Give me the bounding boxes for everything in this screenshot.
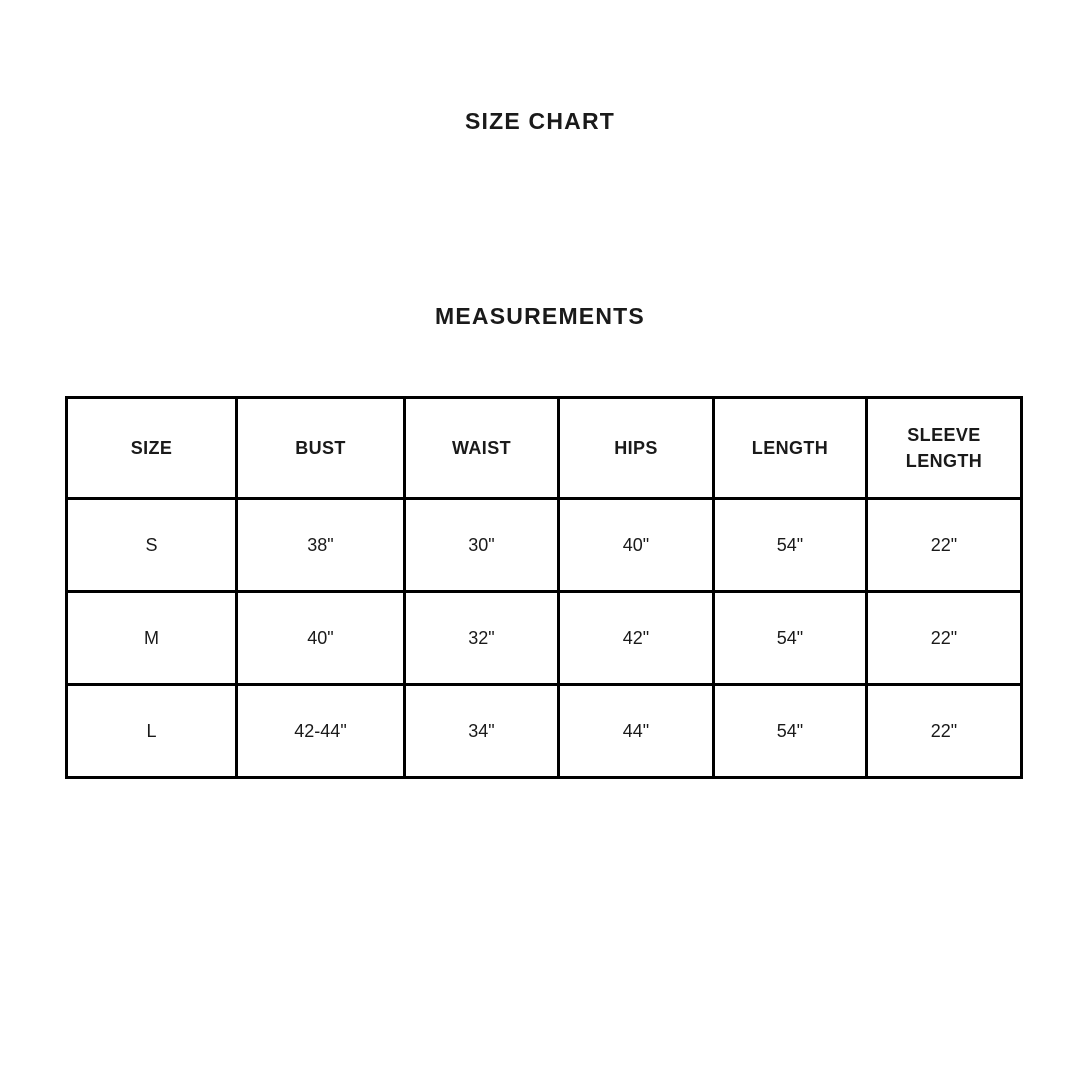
size-chart-table-container — [65, 396, 1020, 779]
cell-waist: 30" — [405, 499, 559, 592]
cell-bust: 40" — [237, 592, 405, 685]
table-row-size-s — [67, 499, 1022, 592]
cell-size: M — [67, 592, 237, 685]
column-header-bust: BUST — [237, 398, 405, 499]
cell-size: S — [67, 499, 237, 592]
table-row-size-l — [67, 685, 1022, 778]
page-title: SIZE CHART — [465, 108, 615, 134]
cell-size: L — [67, 685, 237, 778]
table-header-row — [67, 398, 1022, 499]
table-row-size-m — [67, 592, 1022, 685]
cell-hips: 42" — [559, 592, 714, 685]
cell-length: 54" — [714, 592, 867, 685]
measurements-heading: MEASUREMENTS — [435, 303, 645, 329]
cell-waist: 32" — [405, 592, 559, 685]
cell-hips: 40" — [559, 499, 714, 592]
column-header-hips: HIPS — [559, 398, 714, 499]
cell-bust: 42-44" — [237, 685, 405, 778]
column-header-size: SIZE — [67, 398, 237, 499]
column-header-sleeve-length: SLEEVE LENGTH — [867, 398, 1022, 499]
cell-length: 54" — [714, 499, 867, 592]
cell-bust: 38" — [237, 499, 405, 592]
column-header-length: LENGTH — [714, 398, 867, 499]
cell-waist: 34" — [405, 685, 559, 778]
cell-hips: 44" — [559, 685, 714, 778]
cell-sleeve-length: 22" — [867, 592, 1022, 685]
cell-sleeve-length: 22" — [867, 685, 1022, 778]
cell-sleeve-length: 22" — [867, 499, 1022, 592]
size-chart-table — [65, 396, 1023, 779]
column-header-waist: WAIST — [405, 398, 559, 499]
cell-length: 54" — [714, 685, 867, 778]
